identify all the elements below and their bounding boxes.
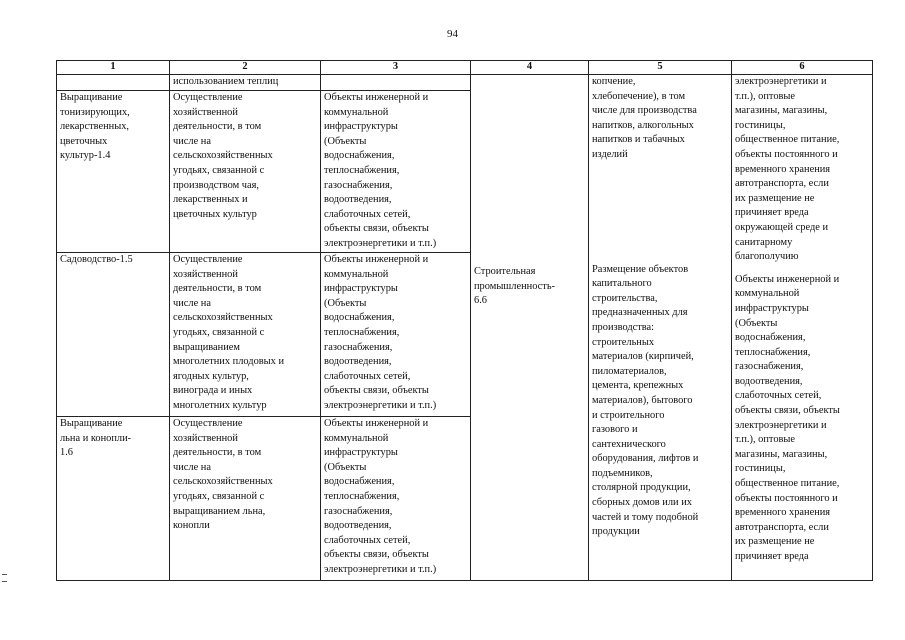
page-number: 94 bbox=[447, 28, 458, 40]
column-header-1: 1 bbox=[57, 61, 170, 75]
row-permitted-cell: Объекты инженерной и коммунальной инфраструктуры (Объекты водоснабжения, теплоснабжения, газоснабжения, водоотведения, слаботочных сетей, объекты связи, объекты электроэнергетики и т.п.) bbox=[321, 417, 471, 581]
row-description-cell: Осуществление хозяйственной деятельности, в том числе на сельскохозяйственных угодьях, связанной с выращиванием льна, конопли bbox=[170, 417, 321, 581]
row-description-cell: Осуществление хозяйственной деятельности, в том числе на сельскохозяйственных угодьях, связанной с производством чая, лекарственных и цветочных культур bbox=[170, 91, 321, 253]
row-permitted-cell: Объекты инженерной и коммунальной инфраструктуры (Объекты водоснабжения, теплоснабжения, газоснабжения, водоотведения, слаботочных сетей, объекты связи, объекты электроэнергетики и т.п.) bbox=[321, 253, 471, 417]
column-header-2: 2 bbox=[170, 61, 321, 75]
row-description-cell: Осуществление хозяйственной деятельности, в том числе на сельскохозяйственных угодьях, связанной с выращиванием многолетних плодовых и ягодных культур, винограда и иных многолетних культур bbox=[170, 253, 321, 417]
activity-name: Строительная промышленность- 6.6 bbox=[474, 266, 556, 307]
row-name-cell: Выращивание тонизирующих, лекарственных, цветочных культур-1.4 bbox=[57, 91, 170, 253]
continuation-cell: использованием теплиц bbox=[170, 75, 321, 91]
land-use-table bbox=[56, 60, 873, 581]
column-header-3: 3 bbox=[321, 61, 471, 75]
scan-mark bbox=[2, 574, 7, 575]
row-name-cell: Выращивание льна и конопли- 1.6 bbox=[57, 417, 170, 581]
column-header-4: 4 bbox=[471, 61, 589, 75]
activity-description: Размещение объектов капитального строительства, предназначенных для производства: строительных материалов (кирпичей, пиломатериалов, цемента, крепежных материалов), бытового и строительного газового и сантехнического оборудования, лифтов и подъемников, столярной продукции, сборных домов или их частей и тому подобной продукции bbox=[592, 263, 699, 538]
activity-permitted: Объекты инженерной и коммунальной инфраструктуры (Объекты водоснабжения, теплоснабжения, газоснабжения, водоотведения, слаботочных сетей, объекты связи, объекты электроэнергетики и т.п.), оптовые магазины, магазины, гостиницы, общественное питание, объекты постоянного и временного хранения автотранспорта, если их размещение не причиняет вреда bbox=[735, 273, 840, 562]
header-row bbox=[57, 61, 873, 75]
column-header-5: 5 bbox=[589, 61, 732, 75]
row-permitted-cell: Объекты инженерной и коммунальной инфраструктуры (Объекты водоснабжения, теплоснабжения, газоснабжения, водоотведения, слаботочных сетей, объекты связи, объекты электроэнергетики и т.п.) bbox=[321, 91, 471, 253]
activity-description-continuation: копчение, хлебопечение), в том числе для производства напитков, алкогольных напитков и табачных изделий bbox=[592, 76, 697, 160]
activity-permitted-cell bbox=[732, 75, 873, 581]
activity-description-cell bbox=[589, 75, 732, 581]
cell-empty bbox=[57, 75, 170, 91]
cell-empty bbox=[321, 75, 471, 91]
activity-name-cell bbox=[471, 75, 589, 581]
column-header-6: 6 bbox=[732, 61, 873, 75]
table-row bbox=[57, 75, 873, 91]
row-name-cell: Садоводство-1.5 bbox=[57, 253, 170, 417]
activity-permitted-continuation: электроэнергетики и т.п.), оптовые магазины, магазины, гостиницы, общественное питание, объекты постоянного и временного хранения автотранспорта, если их размещение не причиняет вреда окружающей среде и санитарному благополучию bbox=[735, 76, 840, 263]
scan-mark bbox=[2, 581, 7, 582]
